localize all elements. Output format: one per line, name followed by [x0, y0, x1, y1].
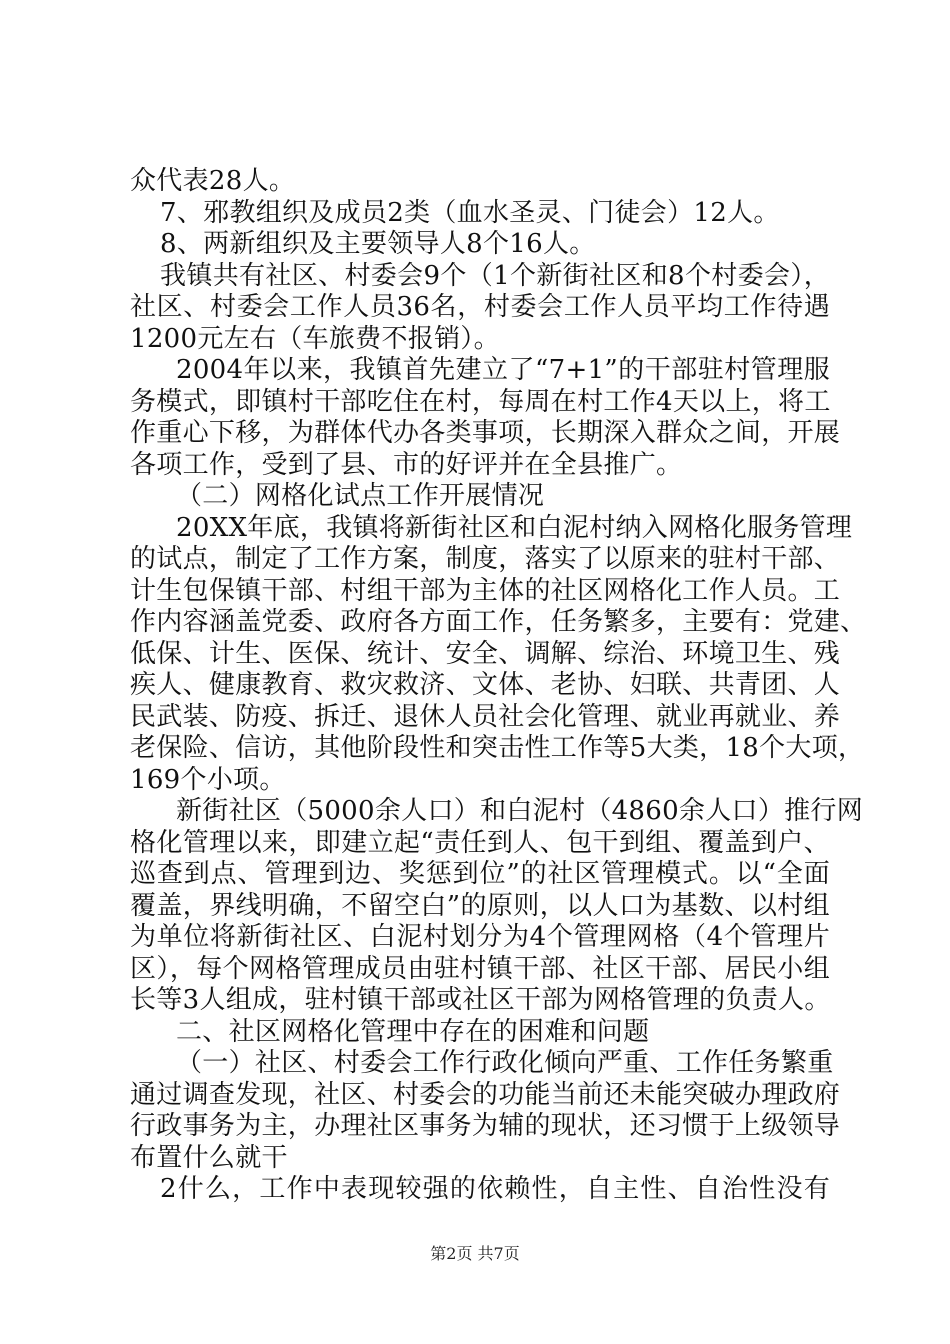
paragraph-line: 2什么，工作中表现较强的依赖性，自主性、自治性没有 — [160, 1174, 830, 1204]
page-number: 第2页 共7页 — [430, 1244, 520, 1263]
paragraph-line: 务模式，即镇村干部吃住在村，每周在村工作4天以上，将工 — [130, 386, 831, 417]
paragraph-line: 通过调查发现，社区、村委会的功能当前还未能突破办理政府 — [130, 1079, 841, 1110]
paragraph-line: 2004年以来，我镇首先建立了“7+1”的干部驻村管理服 — [176, 355, 830, 385]
paragraph-line: 为单位将新街社区、白泥村划分为4个管理网格（4个管理片 — [130, 922, 830, 952]
paragraph-line: 新街社区（5000余人口）和白泥村（4860余人口）推行网 — [176, 796, 864, 826]
paragraph-line: 巡查到点、管理到边、奖惩到位”的社区管理模式。以“全面 — [130, 859, 830, 889]
paragraph-line: 布置什么就干 — [130, 1142, 288, 1173]
paragraph-line: 169个小项。 — [130, 764, 286, 795]
paragraph-line: 老保险、信访，其他阶段性和突击性工作等5大类，18个大项， — [130, 733, 865, 763]
paragraph-line: 格化管理以来，即建立起“责任到人、包干到组、覆盖到户、 — [130, 827, 830, 858]
paragraph-line: 区），每个网格管理成员由驻村镇干部、社区干部、居民小组 — [130, 953, 830, 984]
paragraph-line: 作重心下移，为群体代办各类事项，长期深入群众之间，开展 — [130, 418, 841, 448]
page-footer — [0, 1244, 950, 1264]
paragraph-line: 社区、村委会工作人员36名，村委会工作人员平均工作待遇 — [130, 292, 830, 322]
paragraph-line: 行政事务为主，办理社区事务为辅的现状，还习惯于上级领导 — [130, 1111, 841, 1141]
document-body — [130, 166, 867, 1206]
section-heading: 二、社区网格化管理中存在的困难和问题 — [176, 1016, 650, 1047]
paragraph-line: 覆盖，界线明确，不留空白”的原则，以人口为基数、以村组 — [130, 890, 830, 921]
paragraph-line: 1200元左右（车旅费不报销）。 — [130, 323, 500, 354]
list-item: 7、邪教组织及成员2类（血水圣灵、门徒会）12人。 — [160, 197, 780, 228]
paragraph-line: 疾人、健康教育、救灾救济、文体、老协、妇联、共青团、人 — [130, 670, 841, 700]
list-item: 8、两新组织及主要领导人8个16人。 — [160, 229, 596, 259]
text-line: 众代表28人。 — [130, 166, 296, 196]
paragraph-line: 20XX年底，我镇将新街社区和白泥村纳入网格化服务管理 — [176, 512, 853, 543]
paragraph-line: 的试点，制定了工作方案，制度，落实了以原来的驻村干部、 — [130, 544, 841, 574]
subsection-heading: （一）社区、村委会工作行政化倾向严重、工作任务繁重 — [176, 1048, 834, 1078]
paragraph-line: 低保、计生、医保、统计、安全、调解、综治、环境卫生、残 — [130, 638, 841, 669]
paragraph-line: 作内容涵盖党委、政府各方面工作，任务繁多，主要有：党建、 — [130, 607, 867, 637]
paragraph-line: 民武装、防疫、拆迁、退休人员社会化管理、就业再就业、养 — [130, 701, 841, 732]
paragraph-line: 各项工作，受到了县、市的好评并在全县推广。 — [130, 449, 683, 480]
paragraph-line: 长等3人组成，驻村镇干部或社区干部为网格管理的负责人。 — [130, 985, 831, 1015]
paragraph-line: 我镇共有社区、村委会9个（1个新街社区和8个村委会）， — [160, 260, 830, 291]
paragraph-line: 计生包保镇干部、村组干部为主体的社区网格化工作人员。工 — [130, 575, 841, 606]
section-heading: （二）网格化试点工作开展情况 — [176, 481, 545, 511]
